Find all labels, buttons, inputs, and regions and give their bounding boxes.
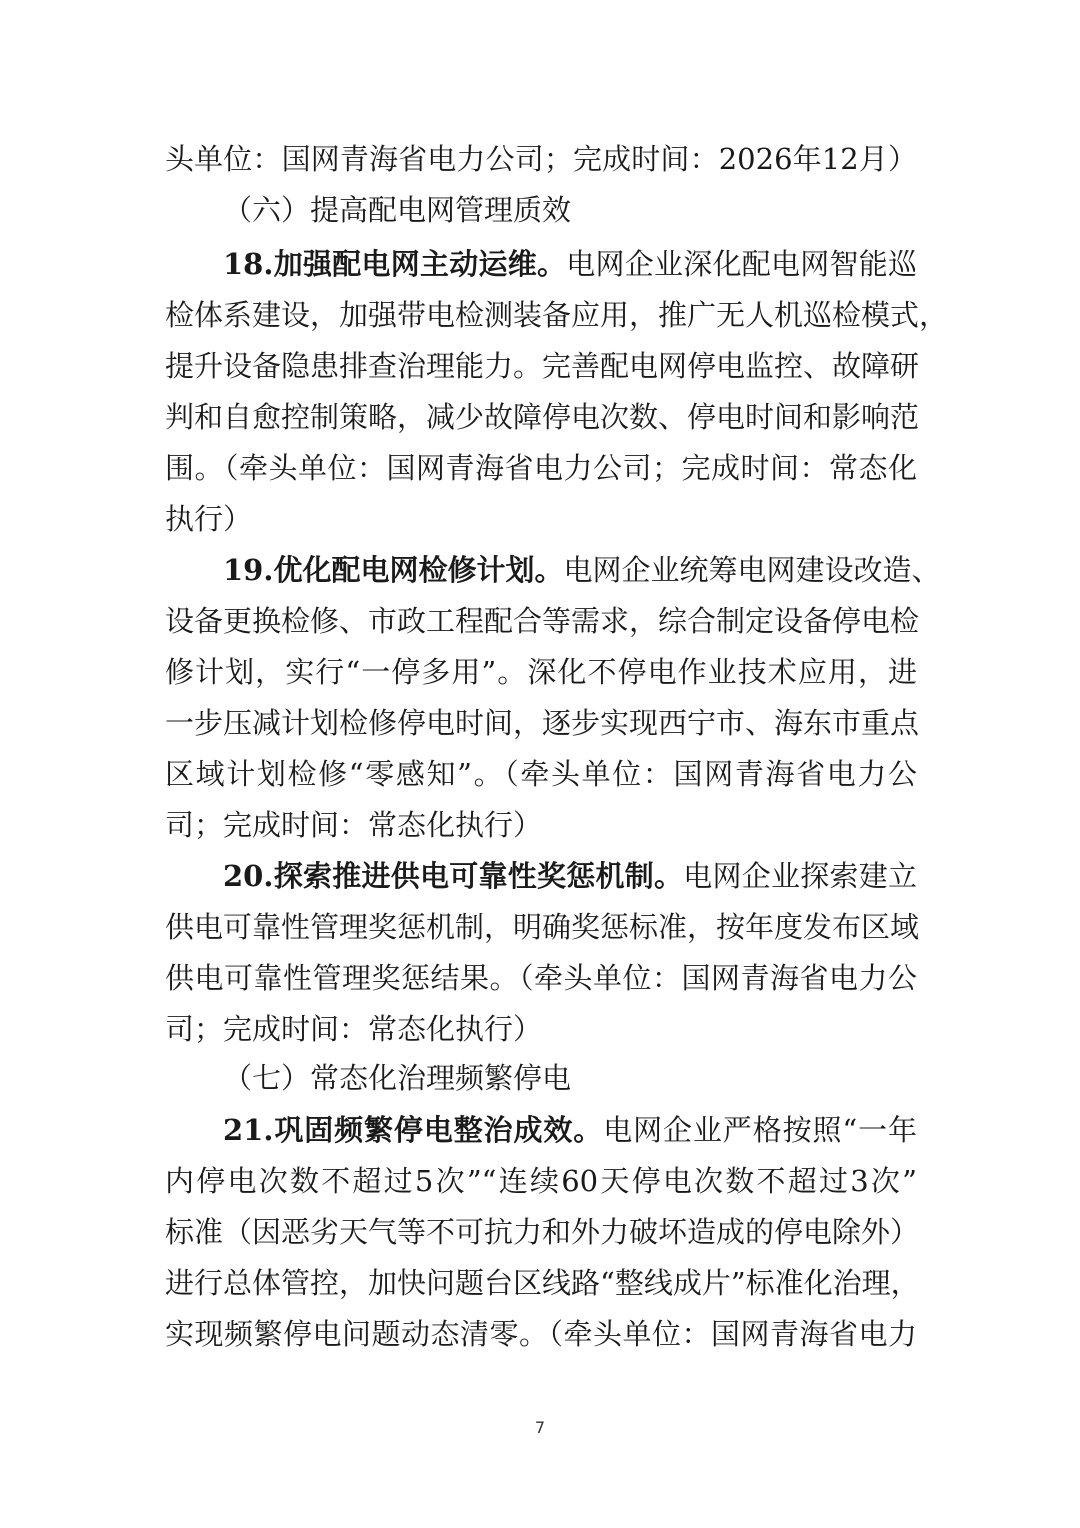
body-line: 判和自愈控制策略，减少故障停电次数、停电时间和影响范 — [165, 400, 920, 434]
section-heading-6: （六）提高配电网管理质效 — [223, 193, 572, 227]
body-line: 标准（因恶劣天气等不可抗力和外力破坏造成的停电除外） — [165, 1215, 920, 1249]
body-line: 一步压减计划检修停电时间，逐步实现西宁市、海东市重点 — [165, 706, 920, 740]
body-line: 设备更换检修、市政工程配合等需求，综合制定设备停电检 — [165, 604, 920, 638]
body-line: 区域计划检修“零感知”。（牵头单位：国网青海省电力公 — [165, 757, 917, 791]
item-19-title: 19.优化配电网检修计划。 — [223, 553, 564, 587]
section-heading-7: （七）常态化治理频繁停电 — [223, 1061, 572, 1095]
item-18-first-line — [223, 239, 917, 290]
body-line: 检体系建设，加强带电检测装备应用，推广无人机巡检模式， — [165, 298, 949, 332]
body-line: 实现频繁停电问题动态清零。（牵头单位：国网青海省电力 — [165, 1317, 917, 1351]
body-line: 围。（牵头单位：国网青海省电力公司；完成时间：常态化 — [165, 451, 917, 485]
body-line: 执行） — [165, 502, 253, 536]
body-line: 内停电次数不超过5次”“连续60天停电次数不超过3次” — [165, 1164, 917, 1198]
item-21-text: 电网企业严格按照“一年 — [603, 1113, 918, 1147]
item-20-text: 电网企业探索建立 — [683, 859, 917, 893]
body-line: 司；完成时间：常态化执行） — [165, 1012, 543, 1046]
body-line: 提升设备隐患排查治理能力。完善配电网停电监控、故障研 — [165, 349, 920, 383]
item-18-title: 18.加强配电网主动运维。 — [223, 247, 567, 281]
body-line: 司；完成时间：常态化执行） — [165, 808, 543, 842]
item-20-first-line — [223, 851, 917, 902]
item-18-text: 电网企业深化配电网智能巡 — [566, 247, 917, 281]
body-line: 供电可靠性管理奖惩结果。（牵头单位：国网青海省电力公 — [165, 961, 917, 995]
body-line: 供电可靠性管理奖惩机制，明确奖惩标准，按年度发布区域 — [165, 910, 920, 944]
body-line: 头单位：国网青海省电力公司；完成时间：2026年12月） — [165, 142, 917, 176]
item-20-title: 20.探索推进供电可靠性奖惩机制。 — [223, 859, 684, 893]
item-21-first-line — [223, 1105, 917, 1156]
page-number: 7 — [534, 1418, 546, 1437]
body-line: 进行总体管控，加快问题台区线路“整线成片”标准化治理， — [165, 1266, 920, 1300]
item-19-text: 电网企业统筹电网建设改造、 — [563, 553, 941, 587]
body-line: 修计划，实行“一停多用”。深化不停电作业技术应用，进 — [165, 655, 917, 689]
item-19-first-line — [223, 545, 941, 596]
item-21-title: 21.巩固频繁停电整治成效。 — [223, 1113, 604, 1147]
